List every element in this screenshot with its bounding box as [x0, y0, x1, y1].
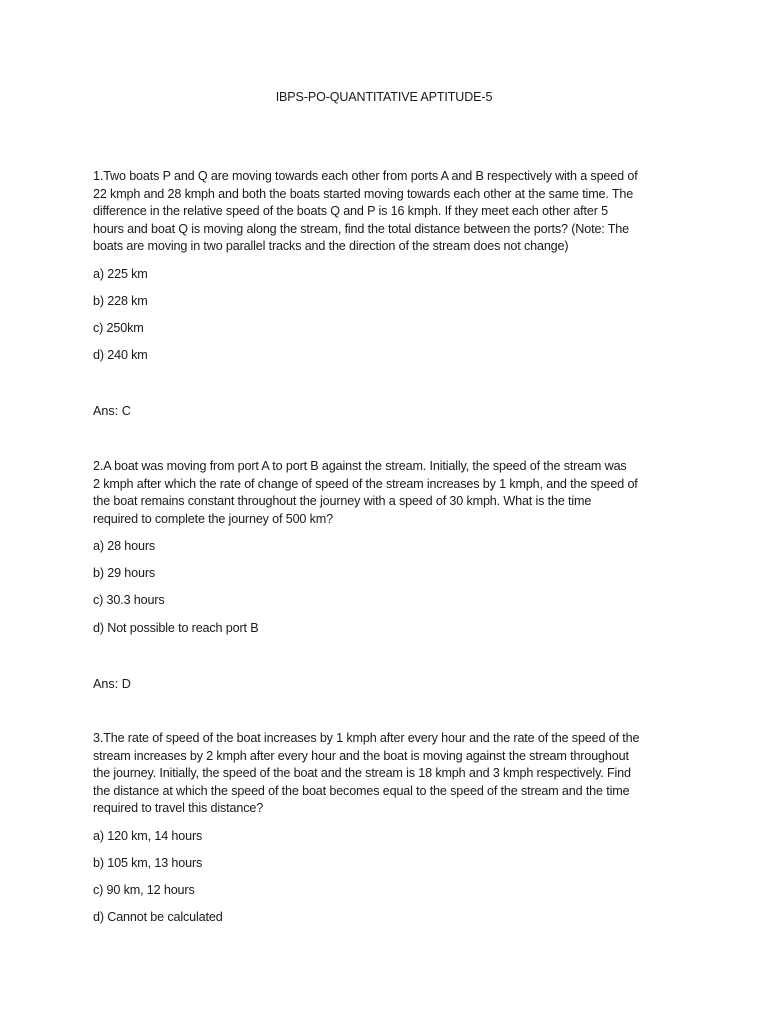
question-text-line: the journey. Initially, the speed of the boat and the stream is 18 kmph and 3 kmph respectively. Find: [93, 766, 631, 781]
option-a: a) 120 km, 14 hours: [93, 828, 203, 843]
question-text-line: 2.A boat was moving from port A to port B against the stream. Initially, the speed of the stream was: [93, 459, 627, 473]
option-b: b) 228 km: [93, 293, 148, 308]
option-c: c) 250km: [93, 320, 144, 335]
question-2: [93, 458, 677, 637]
question-text-line: boats are moving in two parallel tracks and the direction of the stream does not change): [93, 239, 569, 254]
option-d: d) Cannot be calculated: [93, 910, 223, 925]
question-text-line: required to travel this distance?: [93, 801, 264, 816]
option-b: b) 105 km, 13 hours: [93, 855, 203, 870]
option-d: d) Not possible to reach port B: [93, 620, 259, 635]
question-text-line: difference in the relative speed of the boats Q and P is 16 kmph. If they meet each other after 5: [93, 204, 608, 219]
options-list: [93, 538, 677, 637]
option-c: c) 90 km, 12 hours: [93, 882, 195, 897]
options-list: [93, 828, 677, 927]
question-text-line: stream increases by 2 kmph after every hour and the boat is moving against the stream throughout: [93, 748, 629, 763]
question-text: [93, 168, 677, 256]
question-text-line: the distance at which the speed of the boat becomes equal to the speed of the stream and the time: [93, 783, 630, 798]
option-b: b) 29 hours: [93, 566, 156, 581]
question-text-line: hours and boat Q is moving along the stream, find the total distance between the ports? (Note: The: [93, 221, 630, 236]
question-text: [93, 458, 677, 528]
question-text-line: 1.Two boats P and Q are moving towards each other from ports A and B respectively with a speed of: [93, 169, 638, 183]
question-text-line: 2 kmph after which the rate of change of speed of the stream increases by 1 kmph, and the speed of: [93, 476, 638, 491]
options-list: [93, 266, 677, 365]
option-d: d) 240 km: [93, 348, 148, 363]
document-title: IBPS-PO-QUANTITATIVE APTITUDE-5: [275, 90, 493, 104]
option-c: c) 30.3 hours: [93, 593, 165, 608]
option-a: a) 28 hours: [93, 538, 156, 553]
option-a: a) 225 km: [93, 266, 148, 281]
question-3: [93, 730, 677, 927]
answer-2: Ans: D: [93, 677, 131, 691]
question-text-line: 22 kmph and 28 kmph and both the boats started moving towards each other at the same time. The: [93, 186, 634, 201]
question-text-line: 3.The rate of speed of the boat increases by 1 kmph after every hour and the rate of the speed of the: [93, 731, 640, 745]
question-1: [93, 168, 677, 365]
question-text-line: required to complete the journey of 500 km?: [93, 511, 333, 526]
question-text: [93, 730, 677, 818]
question-text-line: the boat remains constant throughout the journey with a speed of 30 kmph. What is the time: [93, 494, 592, 509]
answer-1: Ans: C: [93, 404, 131, 418]
